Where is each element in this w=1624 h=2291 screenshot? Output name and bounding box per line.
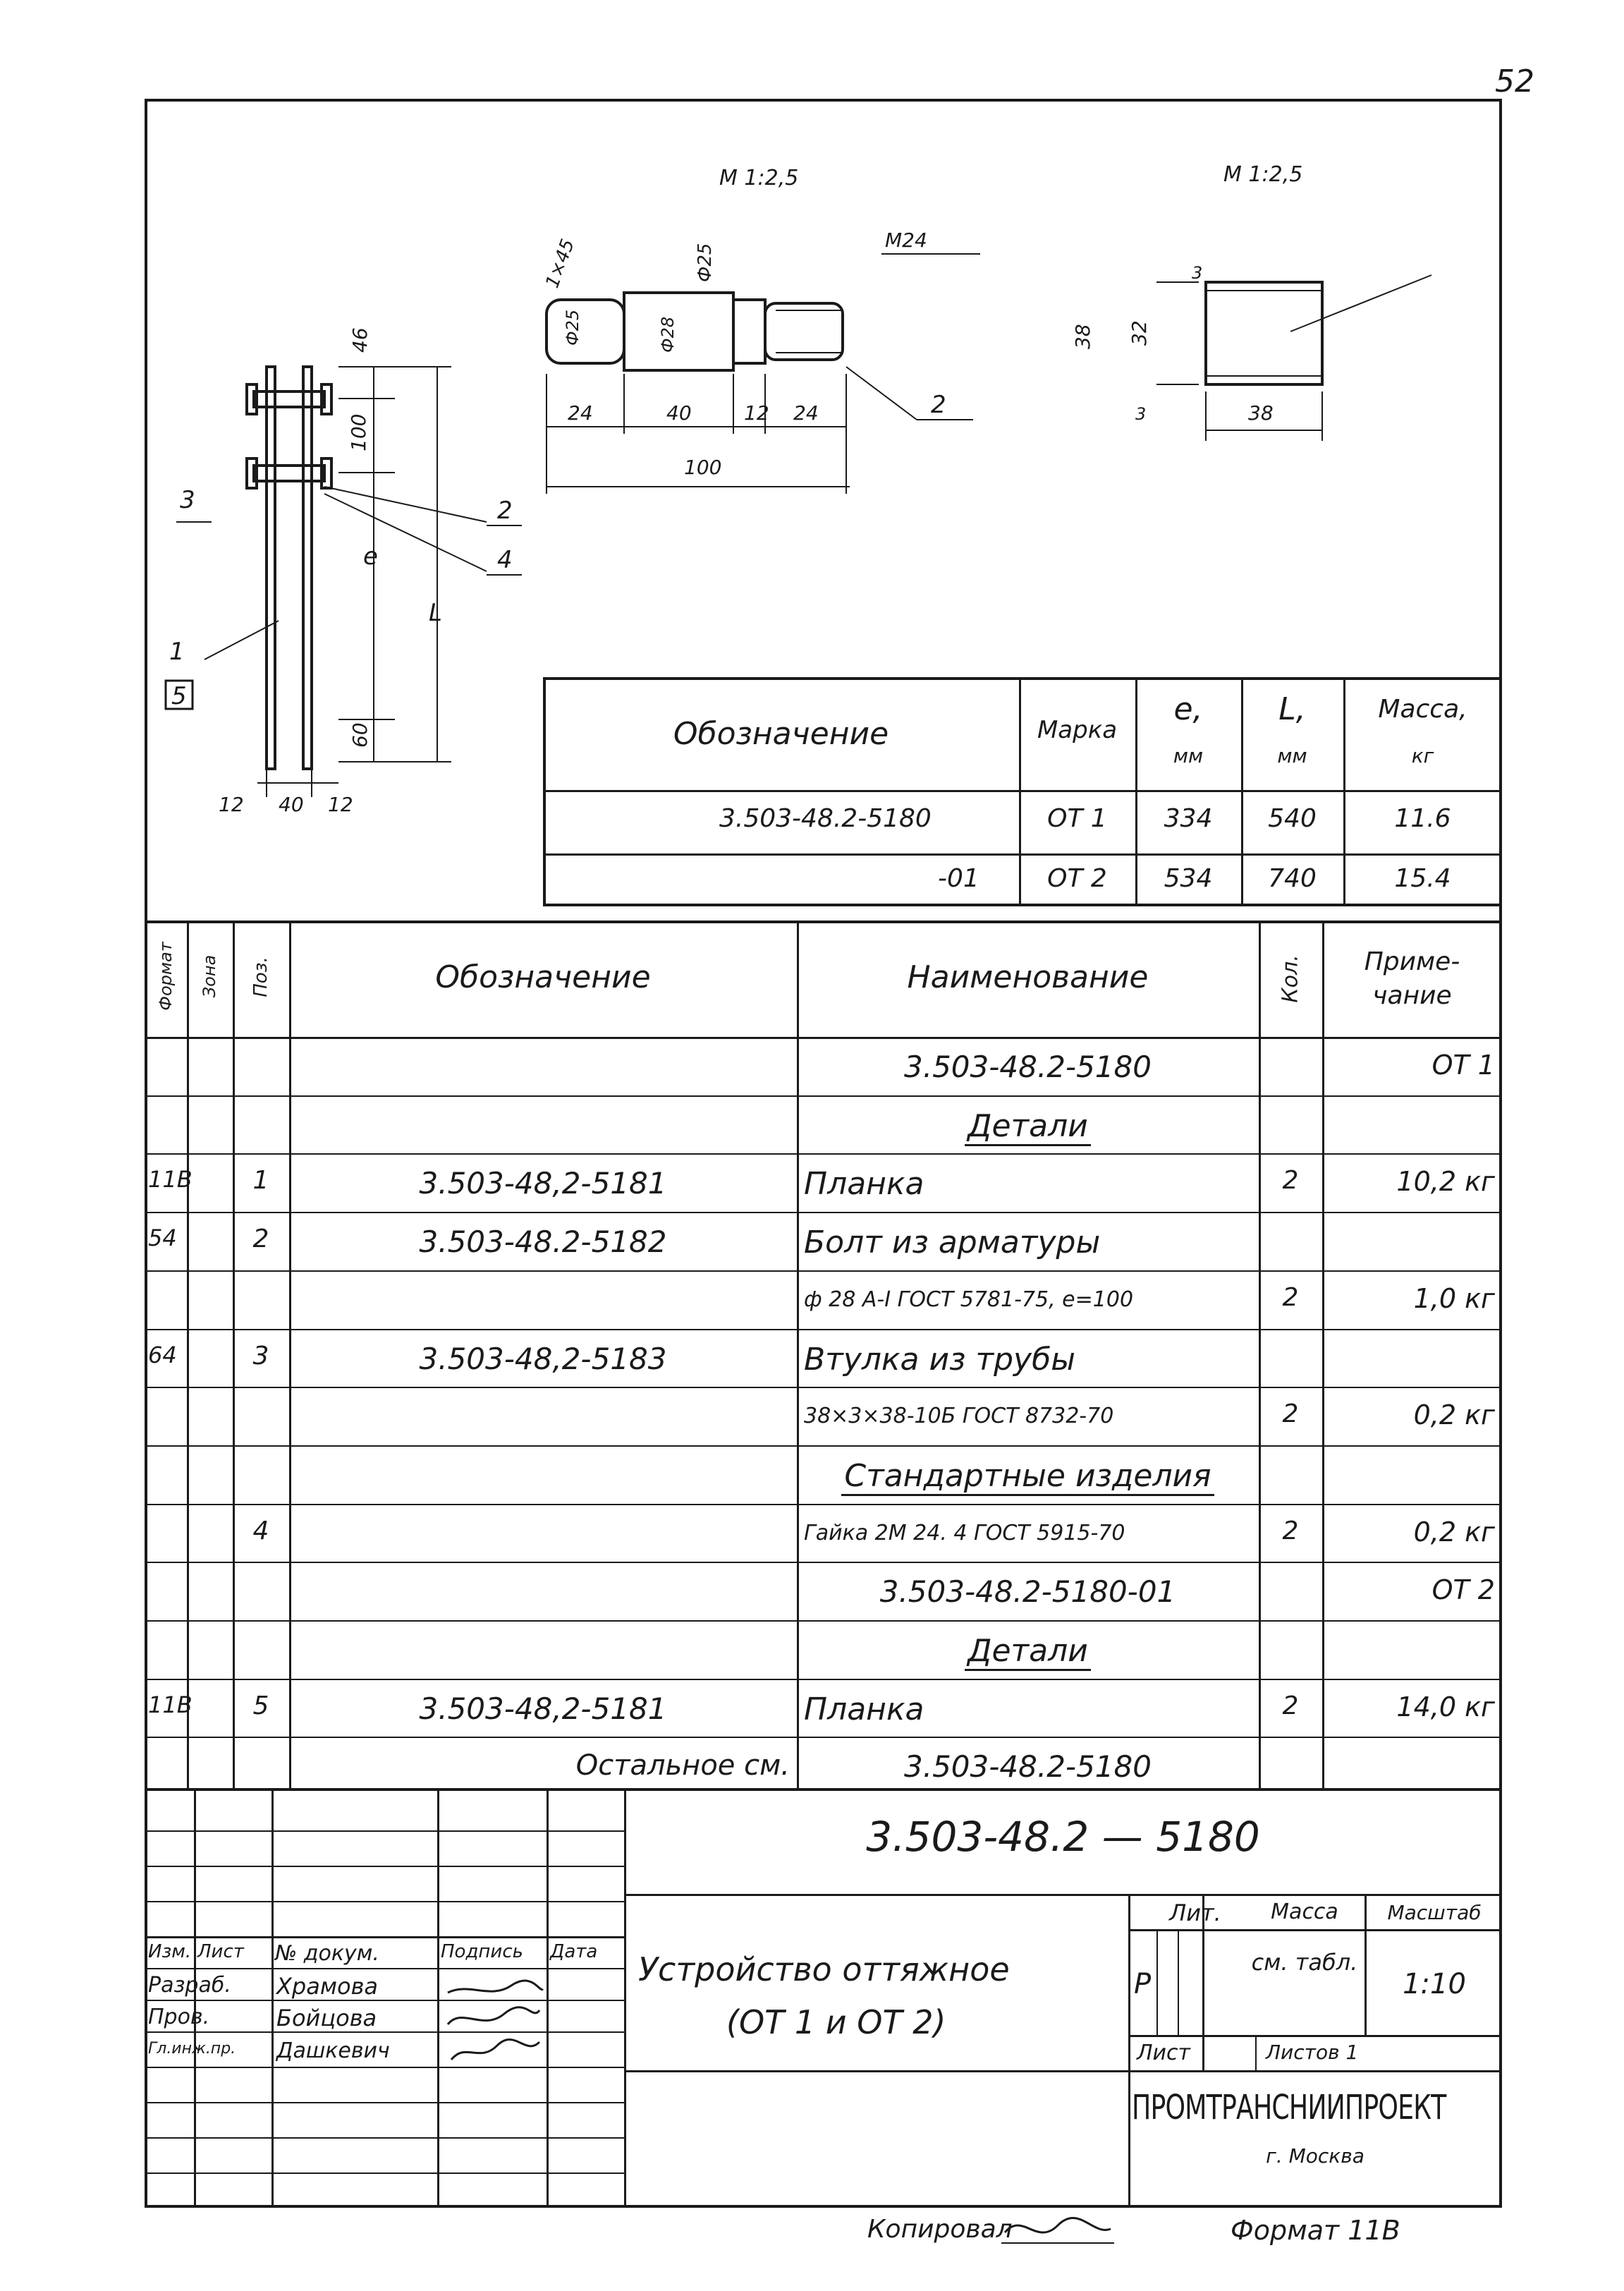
- spec-pos: 2: [252, 1224, 269, 1254]
- tb-sheets-label: Листов 1: [1266, 2041, 1359, 2064]
- spec-format: 11В: [148, 1166, 193, 1193]
- doc-number: 3.503-48.2 — 5180: [866, 1813, 1260, 1861]
- spec-name: Втулка из трубы: [804, 1341, 1075, 1378]
- dim-total: 100: [684, 456, 722, 479]
- variant-e: 534: [1164, 864, 1213, 893]
- spec-name: 38×3×38-10Б ГОСТ 8732-70: [804, 1404, 1114, 1429]
- spec-format: 64: [148, 1341, 177, 1368]
- variant-header-designation: Обозначение: [673, 716, 889, 752]
- tb-role: Разраб.: [148, 1973, 231, 1998]
- tb-role: Пров.: [148, 2005, 210, 2029]
- dim-100: 100: [347, 413, 370, 451]
- dim-width38: 38: [1248, 401, 1274, 425]
- dim-h32: 32: [1128, 320, 1151, 346]
- signature-scribbles: [441, 1971, 547, 2070]
- dim-w3: 12: [328, 793, 353, 816]
- spec-name: [800, 1108, 1255, 1146]
- spec-name: Гайка 2М 24. 4 ГОСТ 5915-70: [804, 1520, 1125, 1545]
- spec-designation: 3.503-48,2-5181: [419, 1691, 667, 1726]
- tb-name: Бойцова: [276, 2005, 377, 2031]
- dim-chamfer: 1×45: [542, 236, 580, 291]
- strap-right: [303, 367, 312, 769]
- dim-e: e: [363, 542, 378, 571]
- tb-role: Гл.инж.пр.: [148, 2040, 236, 2058]
- variant-designation: -01: [938, 864, 979, 893]
- organization-name: ПРОМТРАНСНИИПРОЕКТ: [1132, 2088, 1446, 2127]
- scale-label-bushing: М 1:2,5: [1223, 162, 1303, 187]
- tb-lit-label: Лит.: [1169, 1900, 1221, 1926]
- tb-name: Храмова: [276, 1973, 379, 2000]
- dim-h3-bot: 3: [1135, 404, 1147, 424]
- spec-note: 0,2 кг: [1413, 1399, 1495, 1431]
- footer-format: Формат 11В: [1231, 2215, 1400, 2246]
- spec-pos: 3: [252, 1341, 269, 1371]
- title-line1: Устройство оттяжное: [638, 1950, 1010, 1988]
- spec-note: 0,2 кг: [1413, 1516, 1495, 1548]
- spec-qty: 2: [1282, 1516, 1299, 1545]
- dim-l1: 24: [568, 401, 593, 425]
- spec-designation: 3.503-48,2-5181: [419, 1166, 667, 1201]
- spec-section-title: Детали: [965, 1108, 1091, 1146]
- spec-pos: 4: [252, 1516, 269, 1545]
- variant-header-mass: Масса,: [1378, 695, 1467, 724]
- dim-l4: 24: [793, 401, 819, 425]
- bolt-callout-2: 2: [931, 391, 946, 419]
- tb-mass-label: Масса: [1271, 1900, 1338, 1924]
- spec-section-title: Стандартные изделия: [841, 1458, 1214, 1496]
- spec-name: Планка: [804, 1691, 924, 1727]
- dim-d28: Ф28: [658, 316, 678, 353]
- bolt-detail-thread: [765, 303, 843, 360]
- spec-name: [800, 1458, 1255, 1496]
- bolt-detail-head: [547, 300, 624, 363]
- variant-header-e: e,: [1173, 691, 1203, 727]
- dim-thread: М24: [885, 229, 927, 252]
- variant-header-mark: Марка: [1037, 716, 1118, 744]
- bolt-bottom: [254, 466, 324, 481]
- variant-mark: ОТ 2: [1047, 864, 1107, 893]
- spec-designation: 3.503-48,2-5183: [419, 1341, 667, 1376]
- dim-46: 46: [348, 327, 372, 353]
- dim-d25-top: Ф25: [695, 243, 716, 282]
- variant-L: 540: [1268, 804, 1317, 833]
- tb-col-list: Лист: [197, 1941, 244, 1962]
- dim-w1: 12: [219, 793, 244, 816]
- variant-e: 334: [1164, 804, 1213, 833]
- title-line2: (ОТ 1 и ОТ 2): [726, 2003, 946, 2041]
- callout-2: 2: [497, 497, 513, 525]
- dim-60: 60: [348, 722, 372, 748]
- variant-mass: 15.4: [1394, 864, 1451, 893]
- spec-qty: 2: [1282, 1691, 1299, 1720]
- dim-d25-left: Ф25: [563, 309, 582, 346]
- page-number: 52: [1495, 63, 1534, 99]
- callout-4: 4: [497, 546, 513, 574]
- copier-signature: [1001, 2208, 1114, 2250]
- dim-L: L: [429, 599, 442, 627]
- variant-mark: ОТ 1: [1047, 804, 1107, 833]
- tb-col-date: Дата: [550, 1941, 598, 1962]
- tb-col-doc: № докум.: [275, 1941, 379, 1966]
- spec-qty: 2: [1282, 1166, 1299, 1196]
- spec-name: ф 28 А-I ГОСТ 5781-75, е=100: [804, 1287, 1134, 1312]
- spec-section-title: Детали: [965, 1633, 1091, 1671]
- tb-sheet-label: Лист: [1137, 2041, 1191, 2065]
- callout-1: 1: [169, 638, 185, 666]
- tb-name: Дашкевич: [276, 2038, 390, 2063]
- spec-format: 54: [148, 1224, 177, 1252]
- spec-header-format: Формат: [156, 942, 176, 1011]
- tb-scale-value: 1:10: [1403, 1968, 1466, 2000]
- spec-header-designation: Обозначение: [435, 959, 651, 995]
- dim-w2: 40: [279, 793, 304, 816]
- variant-L: 740: [1268, 864, 1317, 893]
- spec-header-zone: Зона: [200, 954, 219, 998]
- callout-3: 3: [180, 486, 195, 514]
- spec-header-pos: Поз.: [250, 956, 271, 997]
- spec-name: 3.503-48.2-5180: [904, 1050, 1152, 1084]
- tb-mass-value: см. табл.: [1251, 1949, 1358, 1976]
- spec-top-line: [145, 920, 1502, 923]
- spec-pos: 5: [252, 1691, 269, 1720]
- bolt-top: [254, 391, 324, 407]
- tb-col-izm: Изм.: [148, 1941, 192, 1962]
- spec-format: 11В: [148, 1691, 193, 1718]
- variant-header-L: L,: [1278, 691, 1306, 727]
- callout-5: 5: [171, 682, 187, 710]
- spec-note: 1,0 кг: [1413, 1282, 1495, 1314]
- spec-note: ОТ 1: [1431, 1050, 1495, 1081]
- dim-h38: 38: [1071, 324, 1094, 349]
- spec-name: Болт из арматуры: [804, 1224, 1101, 1261]
- bolt-detail-body: [624, 293, 733, 370]
- tb-col-sign: Подпись: [441, 1941, 523, 1962]
- spec-qty: 2: [1282, 1282, 1299, 1312]
- spec-note: ОТ 2: [1431, 1574, 1495, 1606]
- footer-copied: Копировал: [867, 2215, 1013, 2244]
- dim-h3-top: 3: [1192, 263, 1203, 283]
- spec-designation: Остальное см.: [575, 1749, 790, 1782]
- tb-scale-label: Масштаб: [1387, 1901, 1482, 1924]
- spec-qty: 2: [1282, 1399, 1299, 1429]
- organization-city: г. Москва: [1266, 2144, 1364, 2168]
- variant-mass: 11.6: [1394, 804, 1451, 833]
- dim-l2: 40: [666, 401, 692, 425]
- strap-left: [267, 367, 275, 769]
- spec-header-name: Наименование: [907, 959, 1149, 995]
- variant-designation: 3.503-48.2-5180: [719, 804, 932, 833]
- spec-header-note: Приме-чание: [1364, 947, 1460, 1010]
- dim-l3: 12: [744, 401, 769, 425]
- spec-designation: 3.503-48.2-5182: [419, 1224, 667, 1260]
- variant-header-mass-unit: кг: [1411, 744, 1434, 767]
- spec-header-qty: Кол.: [1278, 954, 1303, 1003]
- spec-pos: 1: [252, 1166, 269, 1196]
- spec-note: 14,0 кг: [1396, 1691, 1495, 1722]
- bolt-detail-neck: [733, 300, 765, 363]
- spec-name: [800, 1633, 1255, 1671]
- spec-note: 10,2 кг: [1396, 1166, 1495, 1198]
- scale-label-bolt: М 1:2,5: [719, 166, 799, 190]
- spec-name: 3.503-48.2-5180-01: [879, 1574, 1176, 1610]
- variant-header-e-unit: мм: [1173, 744, 1204, 767]
- bushing-detail: [1206, 282, 1322, 384]
- spec-name: 3.503-48.2-5180: [904, 1749, 1152, 1785]
- spec-name: Планка: [804, 1166, 924, 1203]
- tb-lit-value: Р: [1134, 1968, 1152, 2000]
- variant-header-L-unit: мм: [1277, 744, 1307, 767]
